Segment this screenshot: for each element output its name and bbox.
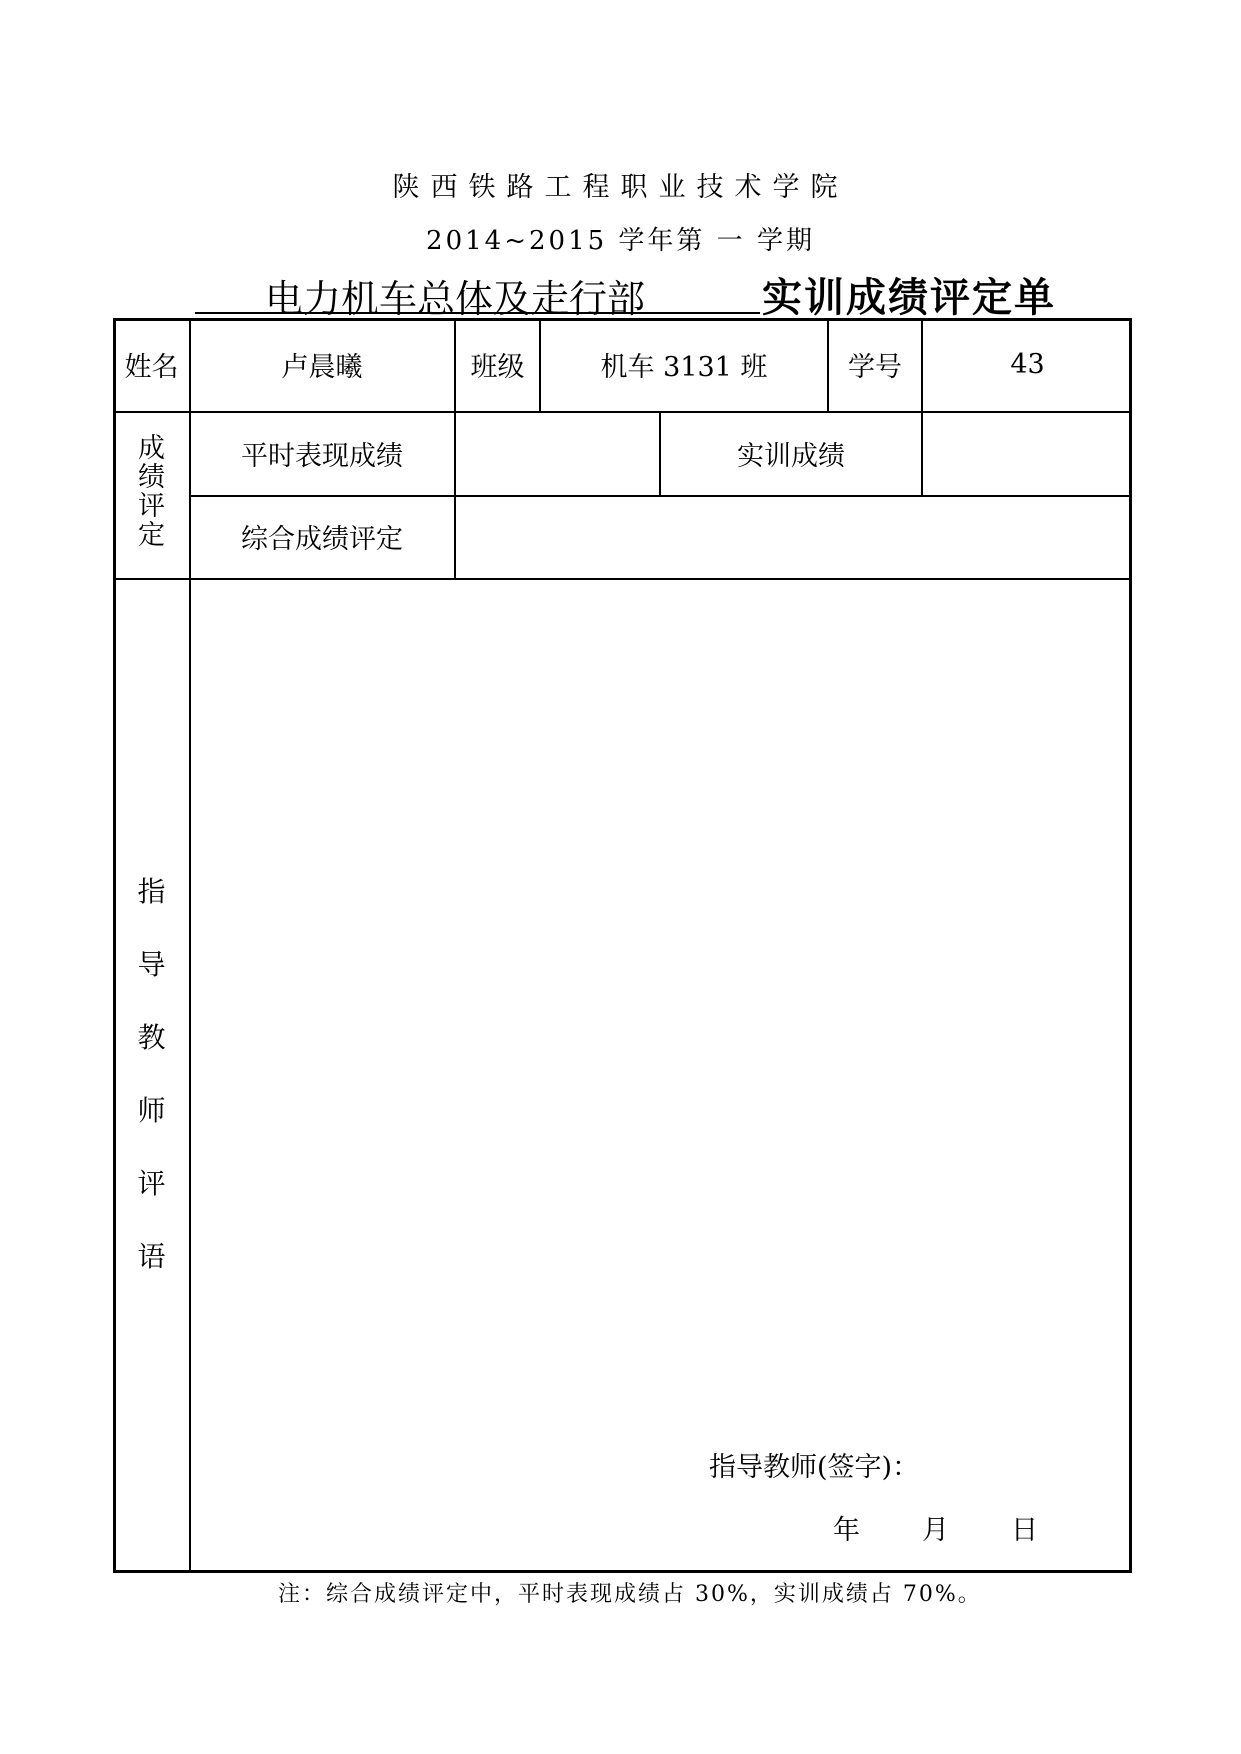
comment-label-char: 语 (137, 1240, 166, 1273)
name-value: 卢晨曦 (281, 352, 363, 383)
overall-score-label: 综合成绩评定 (241, 524, 403, 555)
course-underline (195, 312, 760, 314)
comment-label-char: 指 (137, 875, 166, 908)
regular-score-label: 平时表现成绩 (241, 440, 403, 472)
school-name: 陕西铁路工程职业技术学院 (392, 172, 849, 203)
date-month-label: 月 (922, 1515, 949, 1546)
student-id-value: 43 (1010, 349, 1045, 380)
teacher-comment-label (113, 870, 190, 1308)
teacher-signature-label: 指导教师(签字)： (709, 1452, 920, 1483)
class-label: 班级 (470, 352, 525, 383)
comment-label-char: 评 (137, 1167, 166, 1200)
regular-score-field[interactable] (456, 411, 659, 495)
signature-date (833, 1508, 1038, 1547)
grade-label-char: 成 (138, 433, 165, 464)
comment-label-char: 师 (137, 1094, 166, 1127)
course-name: 电力机车总体及走行部 (265, 277, 646, 321)
grade-label-char: 评 (138, 491, 165, 522)
overall-score-field[interactable] (456, 495, 1132, 578)
grade-label-char: 定 (138, 520, 165, 551)
grade-section-label (113, 434, 190, 550)
class-value: 机车 3131 班 (600, 352, 768, 383)
training-score-label: 实训成绩 (737, 440, 845, 472)
term-line: 2014~2015 学年第 一 学期 (426, 226, 815, 256)
footnote: 注：综合成绩评定中，平时表现成绩占 30%，实训成绩占 70%。 (278, 1582, 982, 1607)
teacher-comment-area[interactable] (192, 580, 1130, 1430)
comment-label-char: 导 (137, 948, 166, 981)
training-score-field[interactable] (923, 411, 1132, 495)
name-label: 姓名 (124, 352, 179, 383)
teacher-signature-field[interactable] (765, 1445, 915, 1479)
student-id-label: 学号 (848, 352, 902, 383)
comment-label-char: 教 (137, 1021, 166, 1054)
date-day-label: 日 (1011, 1515, 1038, 1546)
date-year-label: 年 (833, 1515, 860, 1546)
form-title: 实训成绩评定单 (762, 275, 1056, 321)
grade-label-char: 绩 (138, 462, 165, 493)
